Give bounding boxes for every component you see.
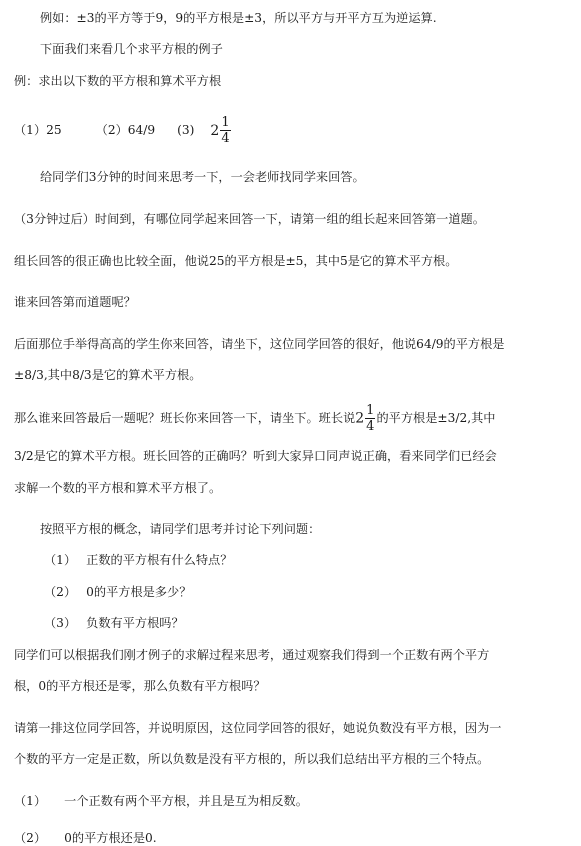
paragraph-time-up: （3分钟过后）时间到，有哪位同学起来回答一下，请第一组的组长起来回答第一道题。	[14, 212, 485, 226]
paragraph-observation-line2: 根，0的平方根还是零，那么负数有平方根吗？	[14, 679, 266, 693]
example-3-label: (3)	[177, 123, 195, 137]
paragraph-last-question-line2: 3/2是它的算术平方根。班长回答的正确吗？听到大家异口同声说正确，看来同学们已经会	[14, 449, 497, 463]
paragraph-observation-line1: 同学们可以根据我们刚才例子的求解过程来思考，通过观察我们得到一个正数有两个平方	[14, 648, 490, 662]
fraction-denominator: 4	[221, 131, 230, 146]
question-item-1	[44, 552, 232, 568]
example-3-fraction	[220, 116, 230, 145]
conclusion-text: 一个正数有两个平方根，并且是互为相反数。	[64, 794, 308, 808]
paragraph-think-time: 给同学们3分钟的时间来思考一下，一会老师找同学来回答。	[40, 170, 365, 184]
question-label: （3）	[44, 616, 77, 630]
example-1: （1）25	[14, 123, 62, 137]
last-question-pre: 那么谁来回答最后一题呢？班长你来回答一下，请坐下。班长说	[14, 411, 356, 425]
question-text: 0的平方根是多少？	[86, 585, 192, 599]
paragraph-negative-answer-line1: 请第一排这位同学回答，并说明原因，这位同学回答的很好，她说负数没有平方根，因为一	[14, 721, 502, 735]
paragraph-second-question: 谁来回答第而道题呢？	[14, 295, 136, 309]
conclusion-label: （1）	[14, 794, 47, 808]
conclusion-text: 0的平方根还是0.	[64, 831, 157, 845]
question-text: 正数的平方根有什么特点？	[86, 553, 233, 567]
paragraph-second-answer-line2: ±8/3,其中8/3是它的算术平方根。	[14, 368, 202, 382]
conclusion-item-1	[14, 793, 308, 809]
paragraph-negative-answer-line2: 个数的平方一定是正数，所以负数是没有平方根的，所以我们总结出平方根的三个特点。	[14, 752, 490, 766]
paragraph-example-prompt: 例：求出以下数的平方根和算术平方根	[14, 74, 222, 88]
last-question-post: 的平方根是±3/2,其中	[376, 411, 496, 425]
examples-row	[14, 116, 232, 145]
fraction-numerator: 1	[366, 403, 375, 418]
question-item-3	[44, 615, 184, 631]
question-item-2	[44, 584, 191, 600]
example-2: （2）64/9	[95, 123, 156, 137]
example-3-whole: 2	[210, 122, 220, 139]
question-label: （1）	[44, 553, 77, 567]
last-question-whole: 2	[355, 410, 365, 427]
fraction-numerator: 1	[221, 115, 230, 130]
paragraph-last-question-line1	[14, 404, 495, 433]
conclusion-item-2	[14, 830, 157, 846]
question-text: 负数有平方根吗？	[86, 616, 184, 630]
paragraph-second-answer-line1: 后面那位手举得高高的学生你来回答，请坐下，这位同学回答的很好，他说64/9的平方根是	[14, 337, 505, 351]
paragraph-concept-discussion: 按照平方根的概念，请同学们思考并讨论下列问题：	[40, 522, 321, 536]
paragraph-last-question-line3: 求解一个数的平方根和算术平方根了。	[14, 481, 222, 495]
last-question-fraction	[365, 404, 375, 433]
paragraph-inverse-operation: 例如：±3的平方等于9，9的平方根是±3，所以平方与开平方互为逆运算.	[40, 11, 437, 25]
conclusion-label: （2）	[14, 831, 47, 845]
paragraph-intro-examples: 下面我们来看几个求平方根的例子	[40, 42, 223, 56]
question-label: （2）	[44, 585, 77, 599]
fraction-denominator: 4	[366, 419, 375, 434]
paragraph-leader-answer: 组长回答的很正确也比较全面，他说25的平方根是±5，其中5是它的算术平方根。	[14, 254, 458, 268]
